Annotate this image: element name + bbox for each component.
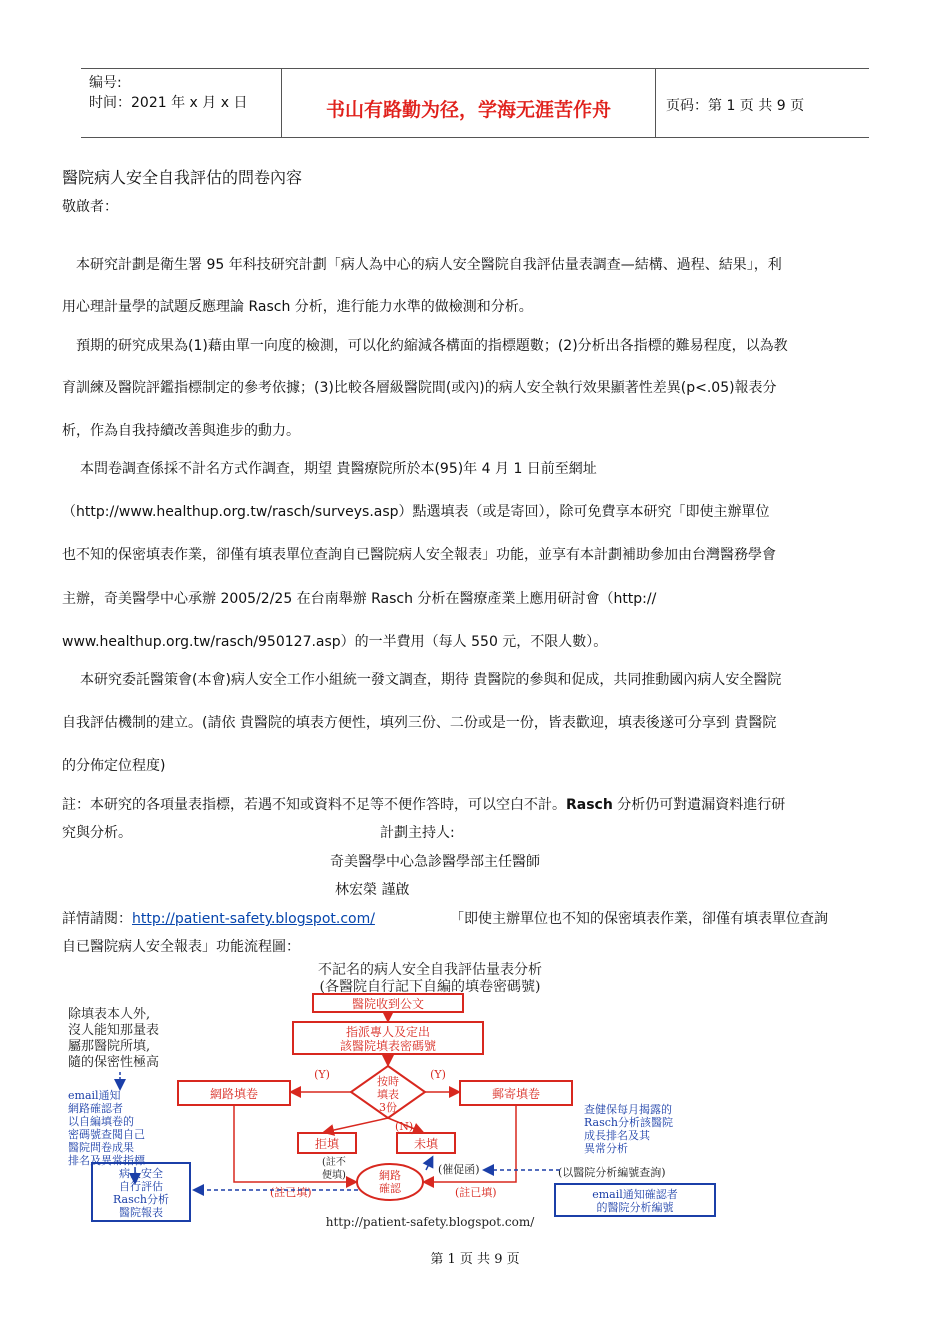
email-note-5: 醫院問卷成果 (68, 1141, 134, 1154)
para4-line2: 自我評估機制的建立。(請依 貴醫院的填表方便性，填列三份、二份或是一份，皆表歡迎，填表後遂可分享到 貴醫院 (62, 715, 777, 731)
para3-line4: 主辦，奇美醫學中心承辦 2005/2/25 在台南舉辦 Rasch 分析在醫療產業上應用研討會（http:// (62, 591, 657, 607)
note-line1 (62, 794, 888, 814)
not-convenient-2: 便填) (322, 1170, 346, 1181)
report-3: Rasch分析 (113, 1193, 169, 1206)
remind-text: (催促函) (438, 1163, 480, 1176)
left-note (68, 1006, 159, 1070)
host-title: 奇美醫學中心急診醫學部主任醫師 (330, 854, 540, 870)
para1-line1: 本研究計劃是衛生署 95 年科技研究計劃「病人為中心的病人安全醫院自我評估量表調查—結構、過程、結果」，利 (76, 257, 782, 273)
yes-right: (Y) (430, 1068, 446, 1081)
report-2: 自行評估 (119, 1180, 163, 1193)
filled-left: (註已填) (270, 1186, 312, 1199)
email-note-4: 密碼號查閱自己 (68, 1128, 145, 1141)
header-motto: 书山有路勤为径，学海无涯苦作舟 (325, 99, 611, 121)
para2-line2: 育訓練及醫院評鑑指標制定的參考依據；(3)比較各層級醫院間(或內)的病人安全執行效果顯著性差異(p<.05)報表分 (62, 380, 777, 396)
details-label: 詳情請閱： (62, 911, 132, 927)
refuse-text: 拒填 (314, 1137, 340, 1151)
note-rasch: Rasch (566, 797, 613, 813)
right-note-1: 查健保每月揭露的 (584, 1103, 672, 1116)
para3-line2: （http://www.healthup.org.tw/rasch/surveys.asp）點選填表（或是寄回），除可免費享本研究「即使主辦單位 (62, 504, 770, 520)
header-number: 编号: (89, 75, 122, 91)
host-label: 計劃主持人: (380, 825, 455, 841)
right-note-2: Rasch分析該醫院 (584, 1116, 673, 1129)
yes-left: (Y) (314, 1068, 330, 1081)
para2-line3: 析，作為自我持續改善與進步的動力。 (62, 423, 300, 439)
left-note-2: 沒人能知那量表 (68, 1023, 160, 1038)
flowchart (60, 960, 800, 1230)
para3-line1: 本問卷調查係採不計名方式作調查，期望 貴醫療院所於本(95)年 4 月 1 日前至網址 (80, 461, 597, 477)
header-motto-cell (281, 69, 656, 137)
email-note-3: 以自編填卷的 (68, 1115, 134, 1128)
para3-line3: 也不知的保密填表作業，卻僅有填表單位查詢自已醫院病人安全報表」功能，並享有本計劃補助參加由台灣醫務學會 (62, 547, 776, 563)
flow-title-2: (各醫院自行記下自編的填卷密碼號) (319, 979, 541, 995)
header-date: 时间：2021 年 x 月 x 日 (89, 95, 248, 111)
salutation: 敬啟者： (62, 199, 118, 215)
page-footer: 第 1 页 共 9 页 (430, 1252, 520, 1267)
para4-line1: 本研究委託醫策會(本會)病人安全工作小組統一發文調查，期待 貴醫院的參與和促成，共同推動國內病人安全醫院 (80, 672, 782, 688)
report-4: 醫院報表 (119, 1206, 163, 1219)
by-number-text: (以醫院分析編號查詢) (558, 1166, 666, 1179)
not-convenient-1: (註不 (322, 1157, 346, 1168)
flow-title-1: 不記名的病人安全自我評估量表分析 (318, 962, 542, 978)
email-note-2: 網路確認者 (68, 1102, 123, 1115)
note-text: 註：本研究的各項量表指標，若遇不知或資料不足等不便作答時，可以空白不計。 (62, 797, 566, 813)
confirm-1: 網路 (379, 1169, 401, 1182)
mail-text: 郵寄填卷 (491, 1087, 541, 1101)
blog-link[interactable]: http://patient-safety.blogspot.com/ (132, 911, 375, 927)
email-note-6: 排名及異常指標 (68, 1154, 145, 1167)
assign-2: 該醫院填表密碼號 (339, 1039, 437, 1053)
email-box-1: email通知確認者 (592, 1188, 678, 1201)
flow-intro-line1: 「即使主辦單位也不知的保密填表作業，卻僅有填表單位查詢 (450, 911, 828, 927)
email-note-1: email通知 (68, 1089, 121, 1102)
no-label: (N) (395, 1120, 414, 1133)
note-line2: 究與分析。 (62, 825, 132, 841)
assign-1: 指派專人及定出 (345, 1025, 431, 1039)
decide-2: 填表 (377, 1088, 399, 1101)
para1-line2: 用心理計量學的試題反應理論 Rasch 分析，進行能力水準的做檢測和分析。 (62, 299, 533, 315)
online-text: 網路填卷 (209, 1087, 259, 1101)
document-title: 醫院病人安全自我評估的問卷內容 (62, 168, 303, 187)
decide-1: 按時 (377, 1075, 399, 1088)
right-note (584, 1102, 673, 1155)
confirm-2: 確認 (379, 1182, 401, 1195)
decide-3: 3份 (379, 1101, 397, 1114)
host-name: 林宏榮 謹啟 (335, 882, 410, 898)
left-note-1: 除填表本人外, (68, 1007, 151, 1022)
receive-text: 醫院收到公文 (351, 997, 425, 1011)
header-meta (81, 69, 289, 141)
email-box-2: 的醫院分析編號 (596, 1201, 674, 1214)
left-note-4: 隨的保密性極高 (68, 1055, 160, 1070)
flow-url: http://patient-safety.blogspot.com/ (325, 1215, 535, 1229)
page-header (81, 68, 869, 138)
report-1: 病人安全 (119, 1167, 163, 1180)
header-page-info: 页码：第 1 页 共 9 页 (666, 98, 805, 114)
flow-intro-line2: 自已醫院病人安全報表」功能流程圖： (62, 939, 300, 955)
email-note (68, 1089, 146, 1167)
note-text-end: 分析仍可對遺漏資料進行研 (612, 797, 786, 813)
para2-line1: 預期的研究成果為(1)藉由單一向度的檢測，可以化約縮減各構面的指標題數；(2)分析出各指標的難易程度，以為教 (76, 338, 788, 354)
para4-line3: 的分佈定位程度) (62, 758, 166, 774)
not-yet-text: 未填 (413, 1137, 439, 1151)
right-note-3: 成長排名及其 (584, 1129, 650, 1142)
filled-right: (註已填) (455, 1186, 497, 1199)
left-note-3: 屬那醫院所填, (68, 1039, 151, 1054)
para3-line5: www.healthup.org.tw/rasch/950127.asp）的一半費用（每人 550 元，不限人數）。 (62, 634, 608, 650)
right-note-4: 異常分析 (584, 1142, 628, 1155)
